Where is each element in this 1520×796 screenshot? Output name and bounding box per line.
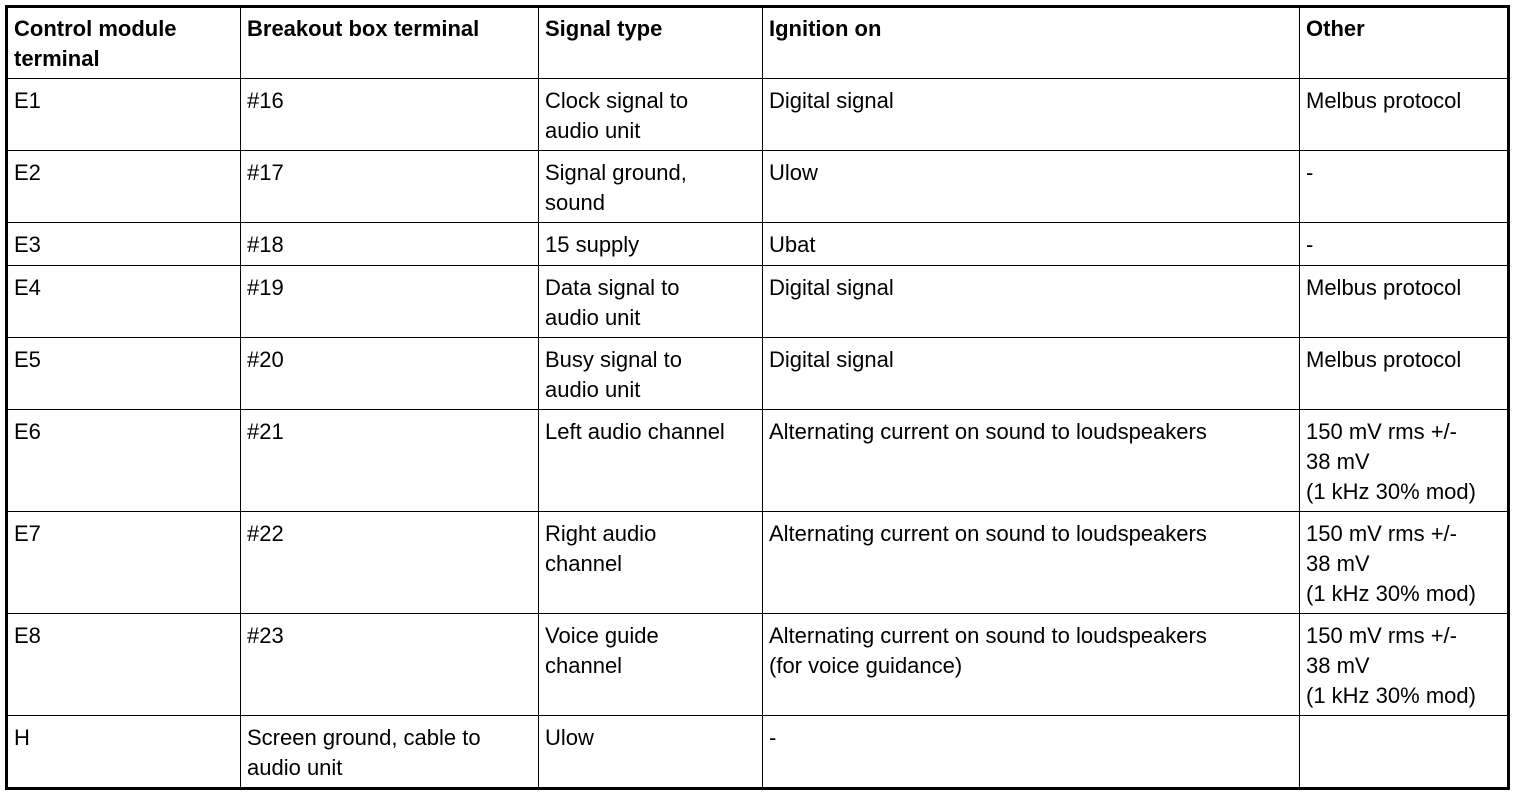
cell-other: Melbus protocol: [1300, 338, 1509, 410]
cell-breakout-box-terminal: #21: [241, 410, 539, 512]
table-row: [7, 614, 1509, 716]
cell-ignition-on: Ubat: [763, 223, 1300, 266]
cell-signal-type: Right audio channel: [539, 512, 763, 614]
header-signal-type: Signal type: [539, 7, 763, 79]
cell-other: 150 mV rms +/- 38 mV (1 kHz 30% mod): [1300, 410, 1509, 512]
cell-ignition-on: Digital signal: [763, 338, 1300, 410]
header-ignition-on: Ignition on: [763, 7, 1300, 79]
cell-control-module-terminal: E6: [7, 410, 241, 512]
table-row: [7, 512, 1509, 614]
cell-control-module-terminal: E7: [7, 512, 241, 614]
cell-control-module-terminal: E8: [7, 614, 241, 716]
cell-control-module-terminal: E5: [7, 338, 241, 410]
cell-ignition-on: Digital signal: [763, 79, 1300, 151]
cell-other: Melbus protocol: [1300, 266, 1509, 338]
cell-control-module-terminal: E4: [7, 266, 241, 338]
cell-other: -: [1300, 223, 1509, 266]
header-other: Other: [1300, 7, 1509, 79]
cell-other: Melbus protocol: [1300, 79, 1509, 151]
cell-breakout-box-terminal: #20: [241, 338, 539, 410]
cell-control-module-terminal: E2: [7, 151, 241, 223]
cell-control-module-terminal: E3: [7, 223, 241, 266]
cell-signal-type: Busy signal to audio unit: [539, 338, 763, 410]
cell-breakout-box-terminal: #19: [241, 266, 539, 338]
cell-ignition-on: Digital signal: [763, 266, 1300, 338]
cell-ignition-on: Alternating current on sound to loudspeakers: [763, 512, 1300, 614]
cell-ignition-on: Alternating current on sound to loudspeakers (for voice guidance): [763, 614, 1300, 716]
table-row: [7, 151, 1509, 223]
cell-breakout-box-terminal: #23: [241, 614, 539, 716]
table-row: [7, 266, 1509, 338]
cell-signal-type: Ulow: [539, 716, 763, 789]
cell-signal-type: Signal ground, sound: [539, 151, 763, 223]
cell-signal-type: Left audio channel: [539, 410, 763, 512]
cell-breakout-box-terminal: #17: [241, 151, 539, 223]
cell-signal-type: Voice guide channel: [539, 614, 763, 716]
table-row: [7, 223, 1509, 266]
cell-ignition-on: Ulow: [763, 151, 1300, 223]
cell-signal-type: Clock signal to audio unit: [539, 79, 763, 151]
header-control-module-terminal: Control module terminal: [7, 7, 241, 79]
cell-other: -: [1300, 151, 1509, 223]
cell-other: 150 mV rms +/- 38 mV (1 kHz 30% mod): [1300, 512, 1509, 614]
cell-other: [1300, 716, 1509, 789]
cell-breakout-box-terminal: #18: [241, 223, 539, 266]
cell-breakout-box-terminal: #22: [241, 512, 539, 614]
header-breakout-box-terminal: Breakout box terminal: [241, 7, 539, 79]
cell-breakout-box-terminal: Screen ground, cable to audio unit: [241, 716, 539, 789]
header-row: [7, 7, 1509, 79]
table-row: [7, 716, 1509, 789]
terminal-table: [5, 5, 1510, 790]
cell-breakout-box-terminal: #16: [241, 79, 539, 151]
table-row: [7, 79, 1509, 151]
cell-signal-type: Data signal to audio unit: [539, 266, 763, 338]
table-row: [7, 338, 1509, 410]
table-row: [7, 410, 1509, 512]
cell-signal-type: 15 supply: [539, 223, 763, 266]
cell-ignition-on: Alternating current on sound to loudspeakers: [763, 410, 1300, 512]
cell-ignition-on: -: [763, 716, 1300, 789]
cell-other: 150 mV rms +/- 38 mV (1 kHz 30% mod): [1300, 614, 1509, 716]
cell-control-module-terminal: E1: [7, 79, 241, 151]
cell-control-module-terminal: H: [7, 716, 241, 789]
